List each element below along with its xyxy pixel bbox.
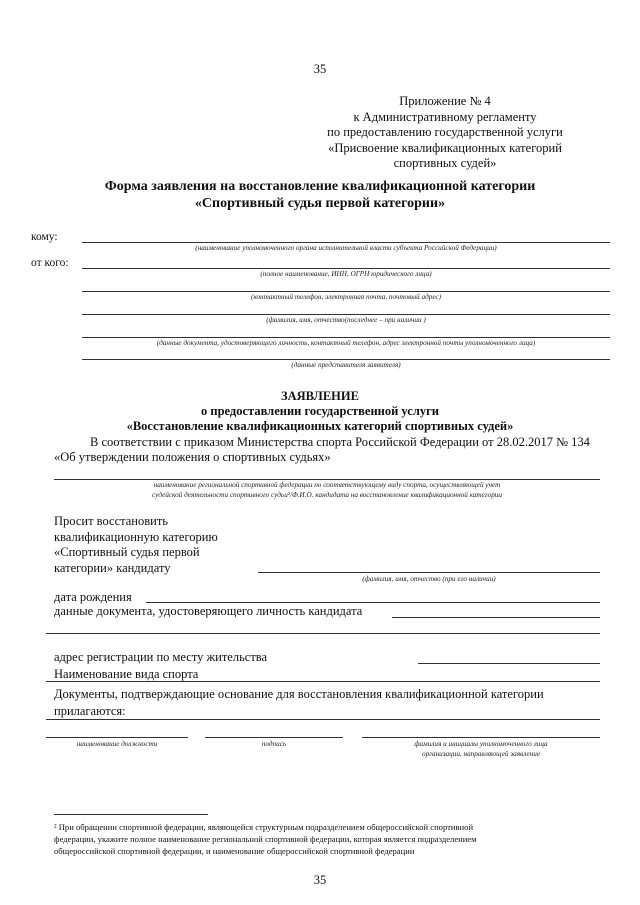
from-caption-4: (данные документа, удостоверяющего личность, контактный телефон, адрес электронной почты уполномоченного лица): [156, 339, 536, 347]
footnote-line-2: федерации, укажите полное наименование региональной спортивной федерации, которая является подразделением: [54, 834, 477, 844]
form-title-line-2: «Спортивный судья первой категории»: [194, 196, 446, 211]
authorized-name-caption-2: организации, направляющей заявление: [421, 750, 541, 758]
appendix-block: [300, 94, 590, 172]
authorized-name-field[interactable]: [362, 737, 600, 738]
sport-label: Наименование вида спорта: [54, 667, 199, 681]
appendix-line-4: «Присвоение квалификационных категорий: [328, 140, 562, 155]
id-doc-label: данные документа, удостоверяющего личность кандидата: [54, 604, 363, 618]
form-title: [0, 178, 640, 212]
position-caption: наименование должности: [76, 740, 158, 748]
form-title-line-1: Форма заявления на восстановление квалификационной категории: [104, 179, 536, 194]
request-line-3: «Спортивный судья первой: [54, 545, 200, 559]
from-field-2[interactable]: [82, 291, 610, 292]
from-caption-2: (контактный телефон, электронная почта, почтовый адрес): [250, 293, 442, 301]
federation-caption-2: судейской деятельности спортивного судьи²/Ф.И.О. кандидата на восстановление квалификационной категории: [151, 491, 502, 499]
footnote-line-1: ² При обращении спортивной федерации, являющейся структурным подразделением общероссийской спортивной: [54, 822, 474, 832]
statement-title-3: «Восстановление квалификационных категорий спортивных судей»: [126, 419, 514, 433]
from-caption-1: (полное наименование, ИНН, ОГРН юридического лица): [260, 270, 432, 278]
documents-field[interactable]: [46, 719, 600, 720]
from-caption-3: (фамилия, имя, отчество(последнее – при наличии ): [266, 316, 426, 324]
appendix-line-5: спортивных судей»: [393, 156, 497, 170]
address-field[interactable]: [418, 663, 600, 664]
appendix-line-1: Приложение № 4: [399, 94, 491, 108]
id-doc-field[interactable]: [392, 617, 600, 618]
documents-label-1: Документы, подтверждающие основание для восстановления квалификационной категории: [54, 687, 544, 701]
authorized-name-caption-1: фамилия и инициалы уполномоченного лица: [414, 740, 548, 748]
request-block: [54, 514, 218, 576]
statement-title-1: ЗАЯВЛЕНИЕ: [281, 389, 359, 403]
signature-caption: подпись: [261, 740, 287, 748]
statement-title: [0, 389, 640, 434]
address-label: адрес регистрации по месту жительства: [54, 650, 268, 664]
appendix-line-2: к Административному регламенту: [353, 109, 537, 124]
page-number-top-text: 35: [313, 62, 327, 76]
birth-date-field[interactable]: [146, 602, 600, 603]
footnote: [54, 821, 608, 857]
from-field-4[interactable]: [82, 337, 610, 338]
from-field-5[interactable]: [82, 359, 610, 360]
to-label: кому:: [31, 231, 58, 243]
from-caption-5: (данные представителя заявителя): [291, 361, 401, 369]
appendix-line-3: по предоставлению государственной услуги: [327, 125, 563, 139]
candidate-fio-caption: (фамилия, имя, отчество (при его наличии): [362, 575, 496, 583]
to-field[interactable]: [82, 242, 610, 243]
request-line-4: категории» кандидату: [54, 560, 171, 575]
to-caption: (наименование уполномоченного органа исполнительной власти субъекта Российской Федерации): [195, 244, 497, 252]
from-label: от кого:: [31, 257, 69, 269]
footnote-separator: [54, 814, 208, 815]
from-field-3[interactable]: [82, 314, 610, 315]
statement-body-1: В соответствии с приказом Министерства спорта Российской Федерации от 28.02.2017 № 134: [90, 435, 590, 449]
from-field-1[interactable]: [82, 268, 610, 269]
federation-field[interactable]: [54, 479, 600, 480]
federation-caption-1: наименование региональной спортивной федерации по соответствующему виду спорта, осуществляющей учет: [153, 481, 501, 489]
birth-date-label: дата рождения: [54, 590, 132, 604]
request-line-1: Просит восстановить: [54, 514, 168, 528]
signature-field[interactable]: [205, 737, 343, 738]
statement-title-2: о предоставлении государственной услуги: [201, 404, 439, 418]
request-line-2: квалификационную категорию: [54, 529, 218, 544]
candidate-fio-field[interactable]: [258, 572, 600, 573]
documents-label-2: прилагаются:: [54, 704, 126, 718]
footnote-line-3: общероссийской спортивной федерации, и наименование общероссийской спортивной федерации: [54, 846, 415, 856]
page-number-top: [0, 62, 640, 77]
position-field[interactable]: [46, 737, 188, 738]
page-number-bottom: 35: [313, 873, 327, 887]
statement-body-2: «Об утверждении положения о спортивных судьях»: [54, 450, 331, 464]
id-doc-field-2[interactable]: [46, 633, 600, 634]
sport-field[interactable]: [46, 681, 600, 682]
